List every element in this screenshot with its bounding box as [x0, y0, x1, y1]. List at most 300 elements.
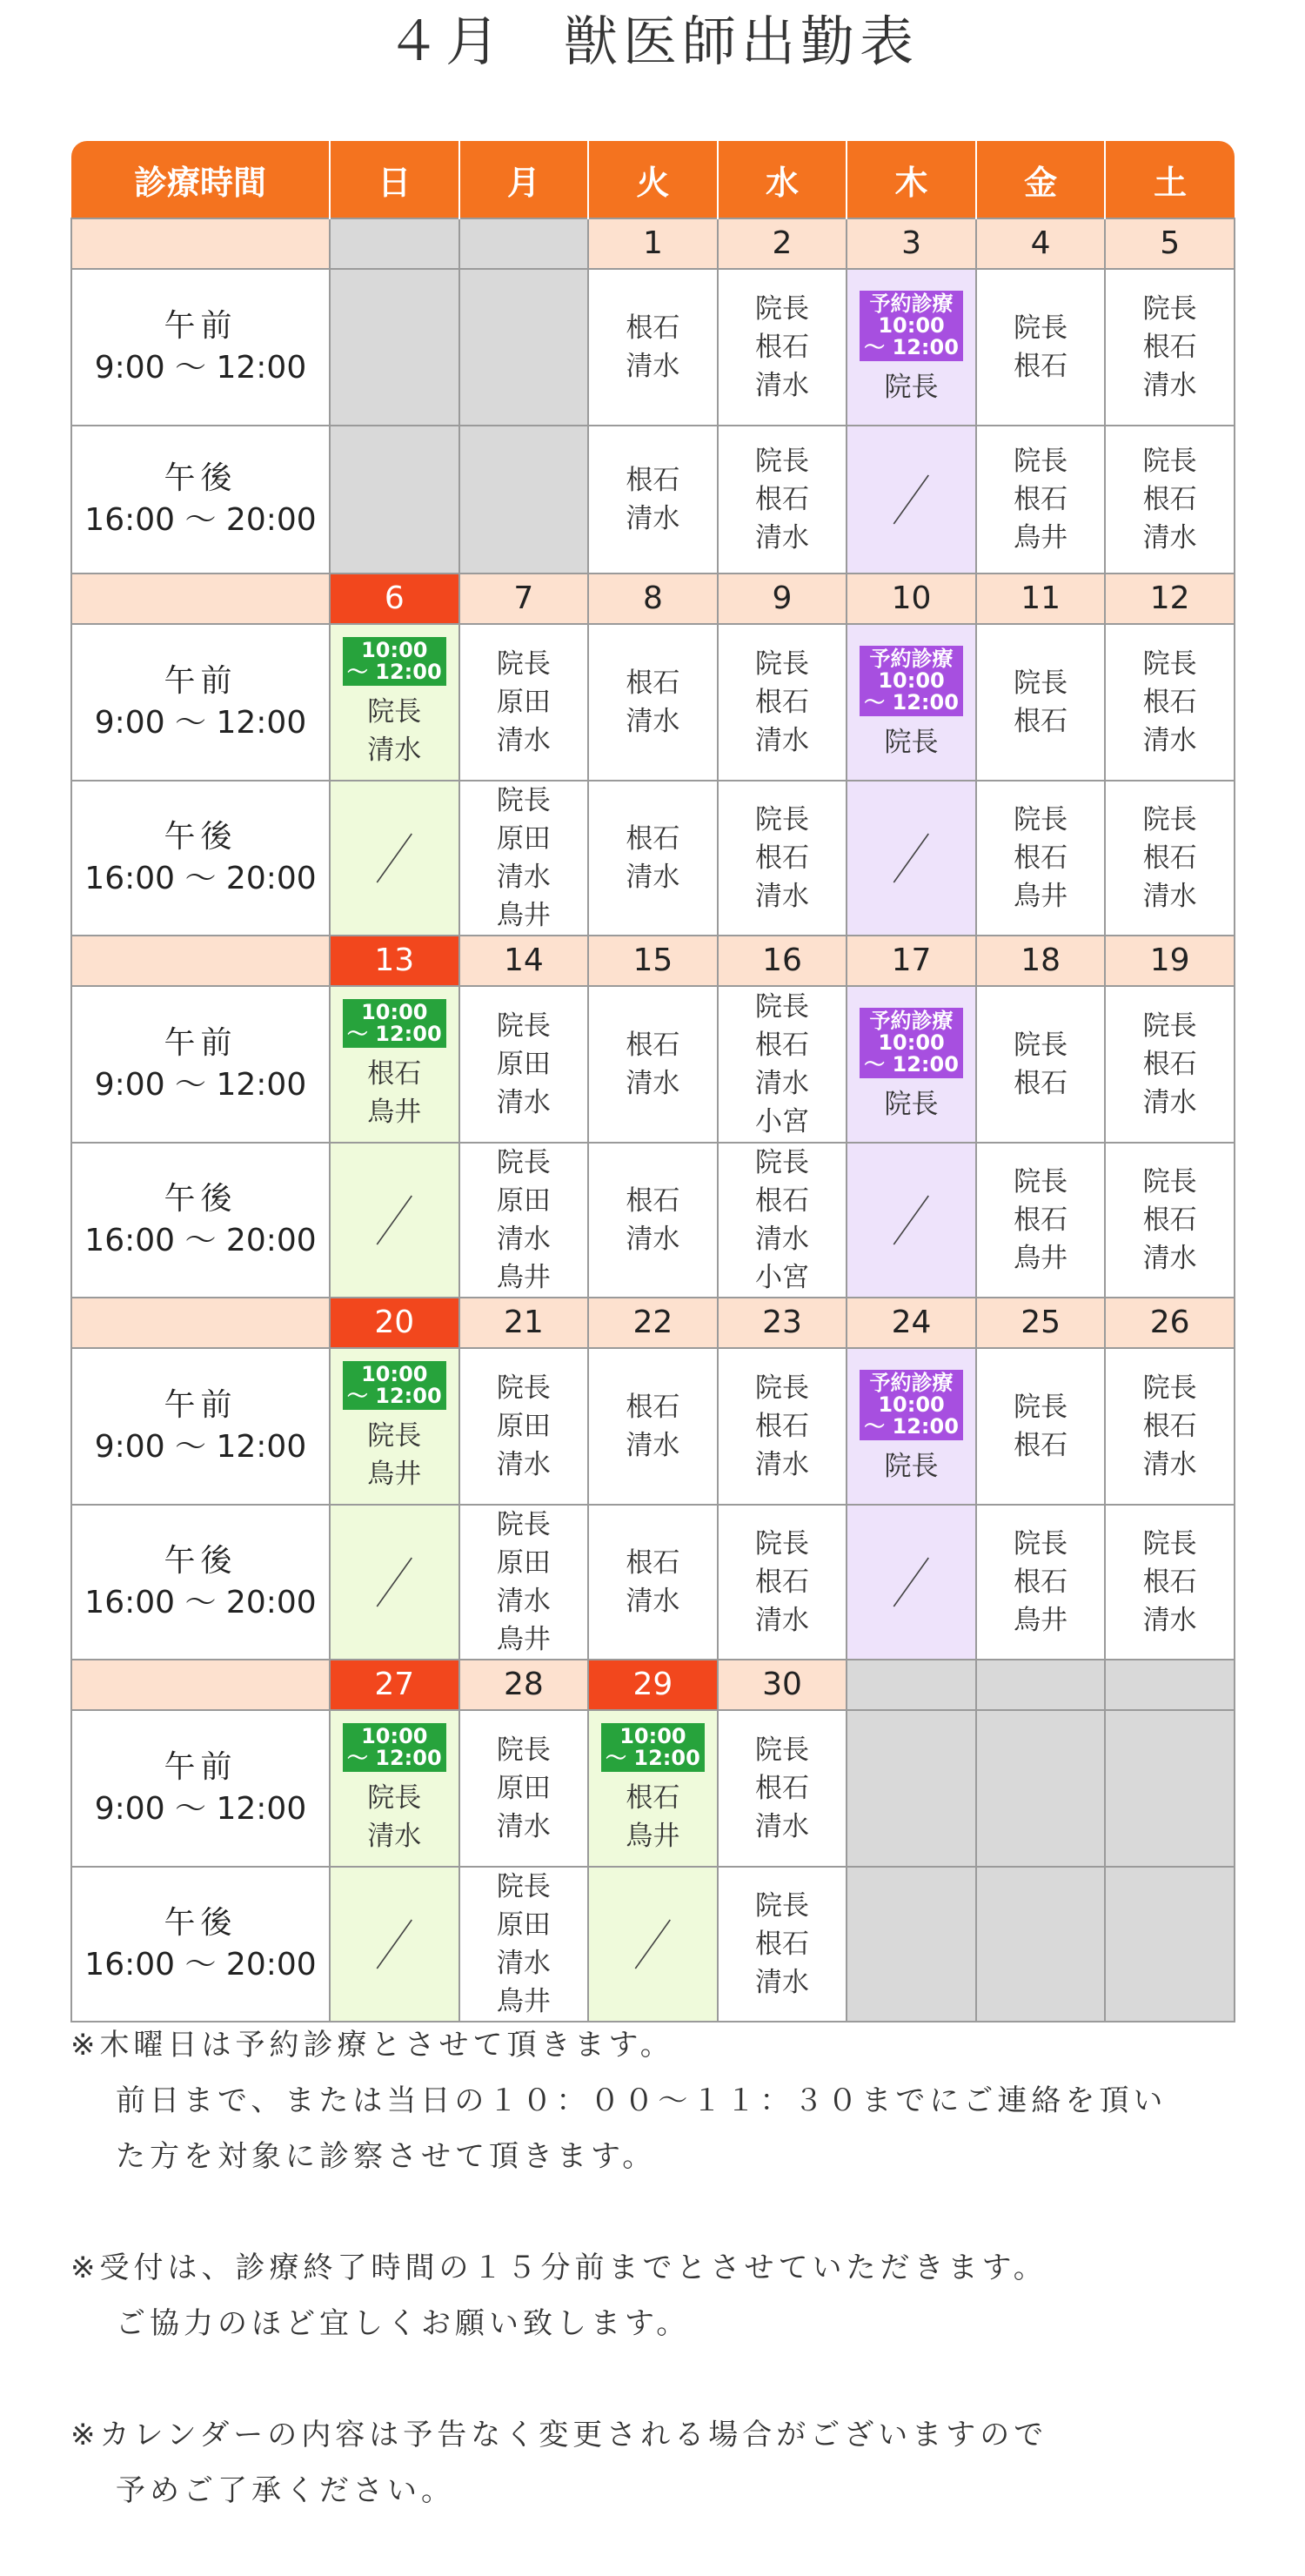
- vet-name: 院長: [1014, 446, 1068, 477]
- schedule-cell: [1105, 986, 1235, 1143]
- vet-name: 根石: [626, 667, 680, 699]
- vet-names: [977, 1026, 1105, 1103]
- time-slot-range: 16:00 ～ 20:00: [84, 861, 317, 896]
- vet-name: 根石: [1142, 1566, 1197, 1598]
- vet-name: 根石: [754, 1566, 809, 1598]
- vet-name: 根石: [1142, 1204, 1197, 1236]
- hours-badge: [601, 1723, 705, 1772]
- vet-name: 院長: [1014, 804, 1068, 835]
- vet-names: [847, 1085, 975, 1124]
- vet-name: 院長: [1014, 1166, 1068, 1197]
- vet-name: 根石: [626, 1782, 680, 1814]
- date-cell: 25: [976, 1298, 1106, 1348]
- vet-name: 根石: [626, 1030, 680, 1061]
- time-slot-cell: [71, 986, 330, 1143]
- hours-badge-line: ～ 12:00: [864, 1051, 959, 1077]
- date-cell: 1: [588, 218, 718, 269]
- header-day-mon: 月: [459, 141, 589, 218]
- date-cell: 7: [459, 574, 589, 624]
- vet-name: 根石: [1014, 484, 1068, 515]
- date-row: [71, 218, 1235, 269]
- vet-name: 鳥井: [1014, 881, 1068, 912]
- vet-name: 清水: [496, 1811, 551, 1842]
- schedule-cell: [1105, 269, 1235, 426]
- schedule-cell: [588, 1505, 718, 1660]
- vet-names: [460, 1369, 588, 1484]
- schedule-cell: [976, 781, 1106, 936]
- note-line: ご協力のほど宜しくお願い致します。: [116, 2306, 691, 2341]
- vet-name: 根石: [367, 1058, 422, 1090]
- vet-names: [719, 442, 847, 557]
- schedule-cell: [1105, 1505, 1235, 1660]
- time-slot-label: 午前: [164, 663, 238, 699]
- schedule-cell: [1105, 1867, 1235, 2022]
- schedule-table: [70, 141, 1235, 2023]
- schedule-cell: [459, 624, 589, 781]
- vet-names: [331, 1417, 458, 1493]
- vet-names: [719, 801, 847, 916]
- vet-name: 根石: [1142, 687, 1197, 718]
- vet-names: [331, 1055, 458, 1131]
- time-slot-range: 9:00 ～ 12:00: [94, 705, 307, 741]
- closed-slash-icon: [331, 832, 458, 884]
- vet-name: 根石: [1014, 1566, 1068, 1598]
- vet-names: [589, 1779, 717, 1855]
- hours-badge-line: 10:00: [878, 1392, 945, 1417]
- schedule-cell: [330, 269, 459, 426]
- schedule-cell: [330, 1867, 459, 2022]
- schedule-body: [71, 218, 1235, 2022]
- schedule-cell: [330, 426, 459, 574]
- time-slot-label: 午後: [164, 1543, 238, 1579]
- vet-name: 原田: [496, 1049, 551, 1080]
- vet-name: 根石: [1014, 842, 1068, 874]
- vet-name: 根石: [754, 1185, 809, 1217]
- vet-name: 清水: [626, 1068, 680, 1099]
- date-cell: 14: [459, 936, 589, 986]
- slot-row-am: [71, 1348, 1235, 1505]
- schedule-cell: [718, 1143, 847, 1298]
- schedule-cell: [459, 1867, 589, 2022]
- date-cell: 21: [459, 1298, 589, 1348]
- schedule-cell: [1105, 781, 1235, 936]
- vet-name: 根石: [626, 1392, 680, 1423]
- date-cell: [1105, 1660, 1235, 1710]
- schedule-cell: [718, 1348, 847, 1505]
- vet-name: 根石: [1142, 1049, 1197, 1080]
- vet-name: 清水: [754, 370, 809, 401]
- vet-name: 原田: [496, 1773, 551, 1804]
- schedule-cell: [976, 1505, 1106, 1660]
- time-slot-label: 午前: [164, 1387, 238, 1423]
- vet-names: [460, 645, 588, 760]
- vet-names: [1106, 1369, 1234, 1484]
- schedule-cell: [847, 1867, 976, 2022]
- header-day-wed: 水: [718, 141, 847, 218]
- vet-names: [977, 1525, 1105, 1640]
- vet-name: 根石: [626, 1185, 680, 1217]
- slot-row-am: [71, 624, 1235, 781]
- slot-row-am: [71, 986, 1235, 1143]
- vet-name: 鳥井: [496, 1986, 551, 2017]
- vet-name: 院長: [496, 648, 551, 680]
- schedule-cell: [718, 781, 847, 936]
- slot-row-pm: [71, 1143, 1235, 1298]
- vet-name: 院長: [367, 1782, 422, 1814]
- time-slot-range: 9:00 ～ 12:00: [94, 1429, 307, 1465]
- date-row: [71, 936, 1235, 986]
- vet-name: 清水: [496, 1087, 551, 1118]
- closed-slash-icon: [589, 1918, 717, 1970]
- time-slot-range: 16:00 ～ 20:00: [84, 1947, 317, 1982]
- time-slot-cell: [71, 1143, 330, 1298]
- vet-name: 院長: [1142, 446, 1197, 477]
- hours-badge-line: 10:00: [361, 1362, 428, 1386]
- time-slot-range: 9:00 ～ 12:00: [94, 350, 307, 386]
- vet-names: [719, 1369, 847, 1484]
- vet-name: 院長: [1142, 1166, 1197, 1197]
- schedule-cell: [847, 781, 976, 936]
- vet-names: [719, 1525, 847, 1640]
- schedule-cell: [976, 269, 1106, 426]
- time-slot-label: 午後: [164, 460, 238, 496]
- vet-name: 院長: [1014, 312, 1068, 344]
- schedule-cell: [718, 1867, 847, 2022]
- vet-name: 鳥井: [496, 1262, 551, 1293]
- time-slot-cell: [71, 269, 330, 426]
- time-slot-range: 9:00 ～ 12:00: [94, 1791, 307, 1827]
- vet-name: 清水: [754, 881, 809, 912]
- date-row: [71, 574, 1235, 624]
- slot-row-pm: [71, 781, 1235, 936]
- schedule-cell: [847, 269, 976, 426]
- hours-badge: [343, 637, 446, 686]
- vet-names: [460, 1007, 588, 1122]
- hours-badge-line: 予約診療: [869, 1008, 954, 1033]
- schedule-cell: [976, 426, 1106, 574]
- schedule-cell: [588, 624, 718, 781]
- vet-names: [977, 1163, 1105, 1278]
- hours-badge-line: 10:00: [878, 667, 945, 693]
- vet-name: 小宮: [754, 1106, 809, 1137]
- schedule-cell: [976, 1710, 1106, 1867]
- schedule-cell: [588, 781, 718, 936]
- vet-name: 清水: [496, 725, 551, 756]
- date-row: [71, 1298, 1235, 1348]
- vet-names: [589, 1388, 717, 1465]
- hours-badge: [343, 1361, 446, 1410]
- vet-names: [719, 290, 847, 405]
- vet-name: 院長: [496, 1147, 551, 1178]
- schedule-cell: [330, 624, 459, 781]
- vet-names: [847, 723, 975, 761]
- header-row: [71, 141, 1235, 218]
- schedule-cell: [718, 426, 847, 574]
- hours-badge-line: ～ 12:00: [864, 1413, 959, 1439]
- date-cell: [330, 218, 459, 269]
- vet-name: 鳥井: [1014, 522, 1068, 553]
- schedule-cell: [459, 1505, 589, 1660]
- time-slot-label: 午前: [164, 1025, 238, 1061]
- time-slot-label: 午後: [164, 1905, 238, 1941]
- vet-name: 清水: [626, 1224, 680, 1255]
- vet-name: 清水: [367, 735, 422, 766]
- date-cell: 28: [459, 1660, 589, 1710]
- schedule-cell: [1105, 1143, 1235, 1298]
- schedule-cell: [1105, 1710, 1235, 1867]
- header-day-sun: 日: [330, 141, 459, 218]
- vet-name: 清水: [1142, 881, 1197, 912]
- time-slot-cell: [71, 624, 330, 781]
- vet-name: 院長: [496, 1509, 551, 1540]
- vet-name: 院長: [884, 1088, 939, 1120]
- vet-name: 清水: [367, 1821, 422, 1852]
- vet-name: 清水: [754, 725, 809, 756]
- vet-names: [1106, 801, 1234, 916]
- hours-badge-line: ～ 12:00: [606, 1746, 700, 1770]
- vet-name: 根石: [1014, 1204, 1068, 1236]
- header-day-thu: 木: [847, 141, 976, 218]
- date-cell: 2: [718, 218, 847, 269]
- vet-name: 院長: [884, 726, 939, 758]
- date-cell: 13: [330, 936, 459, 986]
- schedule-cell: [847, 1710, 976, 1867]
- vet-name: 院長: [754, 1147, 809, 1178]
- vet-name: 鳥井: [367, 1459, 422, 1490]
- vet-name: 院長: [1014, 1030, 1068, 1061]
- schedule-cell: [330, 1710, 459, 1867]
- vet-names: [977, 309, 1105, 386]
- schedule-cell: [718, 986, 847, 1143]
- vet-name: 根石: [626, 465, 680, 496]
- schedule-cell: [588, 1348, 718, 1505]
- schedule-cell: [459, 1143, 589, 1298]
- vet-name: 根石: [754, 332, 809, 363]
- vet-name: 清水: [496, 1948, 551, 1979]
- date-cell: 8: [588, 574, 718, 624]
- vet-name: 原田: [496, 1411, 551, 1442]
- vet-names: [977, 1388, 1105, 1465]
- schedule-cell: [330, 1505, 459, 1660]
- note-line: ※カレンダーの内容は予告なく変更される場合がございますので: [70, 2418, 1048, 2452]
- time-slot-range: 16:00 ～ 20:00: [84, 1223, 317, 1258]
- date-cell: 22: [588, 1298, 718, 1348]
- vet-name: 院長: [367, 696, 422, 728]
- vet-name: 院長: [884, 371, 939, 403]
- hours-badge-line: 10:00: [361, 1724, 428, 1748]
- vet-names: [1106, 1007, 1234, 1122]
- vet-name: 鳥井: [367, 1097, 422, 1128]
- vet-name: 院長: [754, 1734, 809, 1766]
- vet-name: 清水: [1142, 725, 1197, 756]
- date-cell: 9: [718, 574, 847, 624]
- schedule-cell: [588, 426, 718, 574]
- vet-name: 清水: [1142, 370, 1197, 401]
- slot-row-pm: [71, 1505, 1235, 1660]
- hours-badge-line: 予約診療: [869, 1370, 954, 1395]
- vet-name: 院長: [754, 1890, 809, 1922]
- vet-name: 鳥井: [1014, 1605, 1068, 1636]
- vet-names: [460, 1144, 588, 1297]
- vet-names: [719, 1887, 847, 2002]
- page-title: ４月 獣医師出勤表: [385, 10, 919, 73]
- hours-badge: [860, 291, 963, 361]
- date-cell: [976, 1660, 1106, 1710]
- vet-name: 清水: [754, 1811, 809, 1842]
- vet-name: 根石: [754, 1030, 809, 1061]
- date-cell: 11: [976, 574, 1106, 624]
- hours-badge-line: ～ 12:00: [346, 660, 442, 684]
- schedule-cell: [459, 426, 589, 574]
- vet-name: 院長: [1014, 1392, 1068, 1423]
- vet-name: 根石: [754, 687, 809, 718]
- date-cell: [847, 1660, 976, 1710]
- closed-slash-icon: [847, 473, 975, 526]
- schedule-cell: [1105, 426, 1235, 574]
- vet-name: 院長: [754, 446, 809, 477]
- vet-names: [977, 442, 1105, 557]
- vet-name: 院長: [754, 293, 809, 325]
- closed-slash-icon: [331, 1556, 458, 1608]
- vet-name: 原田: [496, 1547, 551, 1579]
- vet-name: 院長: [884, 1450, 939, 1482]
- vet-name: 根石: [626, 823, 680, 855]
- time-slot-range: 16:00 ～ 20:00: [84, 502, 317, 538]
- vet-name: 清水: [626, 1430, 680, 1461]
- schedule-cell: [1105, 1348, 1235, 1505]
- vet-name: 院長: [754, 804, 809, 835]
- vet-name: 院長: [1142, 648, 1197, 680]
- date-cell: 15: [588, 936, 718, 986]
- schedule-cell: [847, 1143, 976, 1298]
- vet-names: [460, 1868, 588, 2021]
- schedule-cell: [330, 986, 459, 1143]
- date-row-spacer: [71, 936, 330, 986]
- date-cell: 5: [1105, 218, 1235, 269]
- schedule-cell: [718, 269, 847, 426]
- schedule-cell: [847, 986, 976, 1143]
- time-slot-label: 午前: [164, 308, 238, 344]
- date-cell: 20: [330, 1298, 459, 1348]
- time-slot-label: 午後: [164, 1181, 238, 1217]
- vet-name: 鳥井: [496, 900, 551, 931]
- note-line: た方を対象に診察させて頂きます。: [116, 2139, 657, 2174]
- date-row-spacer: [71, 1298, 330, 1348]
- vet-name: 清水: [1142, 1449, 1197, 1480]
- date-cell: 30: [718, 1660, 847, 1710]
- date-cell: 12: [1105, 574, 1235, 624]
- vet-name: 清水: [1142, 1243, 1197, 1274]
- slot-row-am: [71, 1710, 1235, 1867]
- schedule-cell: [588, 1710, 718, 1867]
- vet-names: [847, 1447, 975, 1486]
- date-cell: 24: [847, 1298, 976, 1348]
- vet-names: [460, 1506, 588, 1659]
- vet-name: 根石: [1014, 1430, 1068, 1461]
- time-slot-label: 午前: [164, 1749, 238, 1785]
- vet-name: 清水: [754, 1605, 809, 1636]
- date-cell: 16: [718, 936, 847, 986]
- hours-badge: [860, 1370, 963, 1440]
- date-cell: 10: [847, 574, 976, 624]
- vet-name: 根石: [626, 312, 680, 344]
- time-slot-label: 午後: [164, 819, 238, 855]
- hours-badge-line: ～ 12:00: [346, 1384, 442, 1408]
- hours-badge-line: ～ 12:00: [864, 689, 959, 714]
- date-cell: 23: [718, 1298, 847, 1348]
- vet-name: 院長: [496, 1372, 551, 1404]
- vet-name: 院長: [496, 1010, 551, 1042]
- vet-name: 清水: [496, 862, 551, 893]
- vet-name: 清水: [496, 1224, 551, 1255]
- vet-name: 根石: [754, 1411, 809, 1442]
- closed-slash-icon: [331, 1194, 458, 1246]
- vet-name: 院長: [754, 991, 809, 1023]
- note-line: 予めご了承ください。: [116, 2473, 455, 2508]
- vet-name: 清水: [754, 1068, 809, 1099]
- vet-name: 院長: [1014, 1528, 1068, 1560]
- hours-badge: [343, 999, 446, 1048]
- vet-name: 根石: [1142, 332, 1197, 363]
- schedule-cell: [976, 624, 1106, 781]
- note-line: 前日まで、または当日の１０：００～１１：３０までにご連絡を頂い: [116, 2083, 1168, 2118]
- schedule-cell: [976, 1348, 1106, 1505]
- vet-name: 鳥井: [496, 1624, 551, 1655]
- vet-name: 清水: [754, 1449, 809, 1480]
- schedule-cell: [976, 1143, 1106, 1298]
- vet-name: 院長: [496, 1734, 551, 1766]
- vet-names: [331, 1779, 458, 1855]
- vet-name: 院長: [1014, 667, 1068, 699]
- vet-names: [589, 309, 717, 386]
- vet-name: 根石: [1142, 1411, 1197, 1442]
- date-cell: 19: [1105, 936, 1235, 986]
- hours-badge-line: ～ 12:00: [864, 334, 959, 359]
- hours-badge-line: 予約診療: [869, 291, 954, 316]
- vet-names: [719, 645, 847, 760]
- vet-name: 清水: [1142, 522, 1197, 553]
- date-cell: 18: [976, 936, 1106, 986]
- date-cell: 6: [330, 574, 459, 624]
- date-cell: 17: [847, 936, 976, 986]
- time-slot-cell: [71, 781, 330, 936]
- vet-name: 清水: [754, 1224, 809, 1255]
- schedule-cell: [588, 1867, 718, 2022]
- vet-name: 根石: [1014, 1068, 1068, 1099]
- hours-badge-line: ～ 12:00: [346, 1022, 442, 1046]
- hours-badge: [860, 1008, 963, 1078]
- vet-names: [1106, 442, 1234, 557]
- vet-name: 鳥井: [626, 1821, 680, 1852]
- note-item: [70, 2017, 1254, 2184]
- vet-names: [589, 1182, 717, 1258]
- vet-names: [1106, 645, 1234, 760]
- vet-name: 根石: [1142, 484, 1197, 515]
- vet-name: 根石: [754, 1773, 809, 1804]
- time-slot-cell: [71, 1505, 330, 1660]
- vet-name: 根石: [1142, 842, 1197, 874]
- vet-names: [1106, 1525, 1234, 1640]
- schedule-cell: [459, 1710, 589, 1867]
- date-row: [71, 1660, 1235, 1710]
- vet-name: 原田: [496, 823, 551, 855]
- hours-badge-line: ～ 12:00: [346, 1746, 442, 1770]
- schedule-cell: [459, 269, 589, 426]
- notes-section: [70, 2017, 1254, 2574]
- hours-badge-line: 10:00: [878, 1030, 945, 1055]
- closed-slash-icon: [847, 832, 975, 884]
- vet-names: [977, 664, 1105, 741]
